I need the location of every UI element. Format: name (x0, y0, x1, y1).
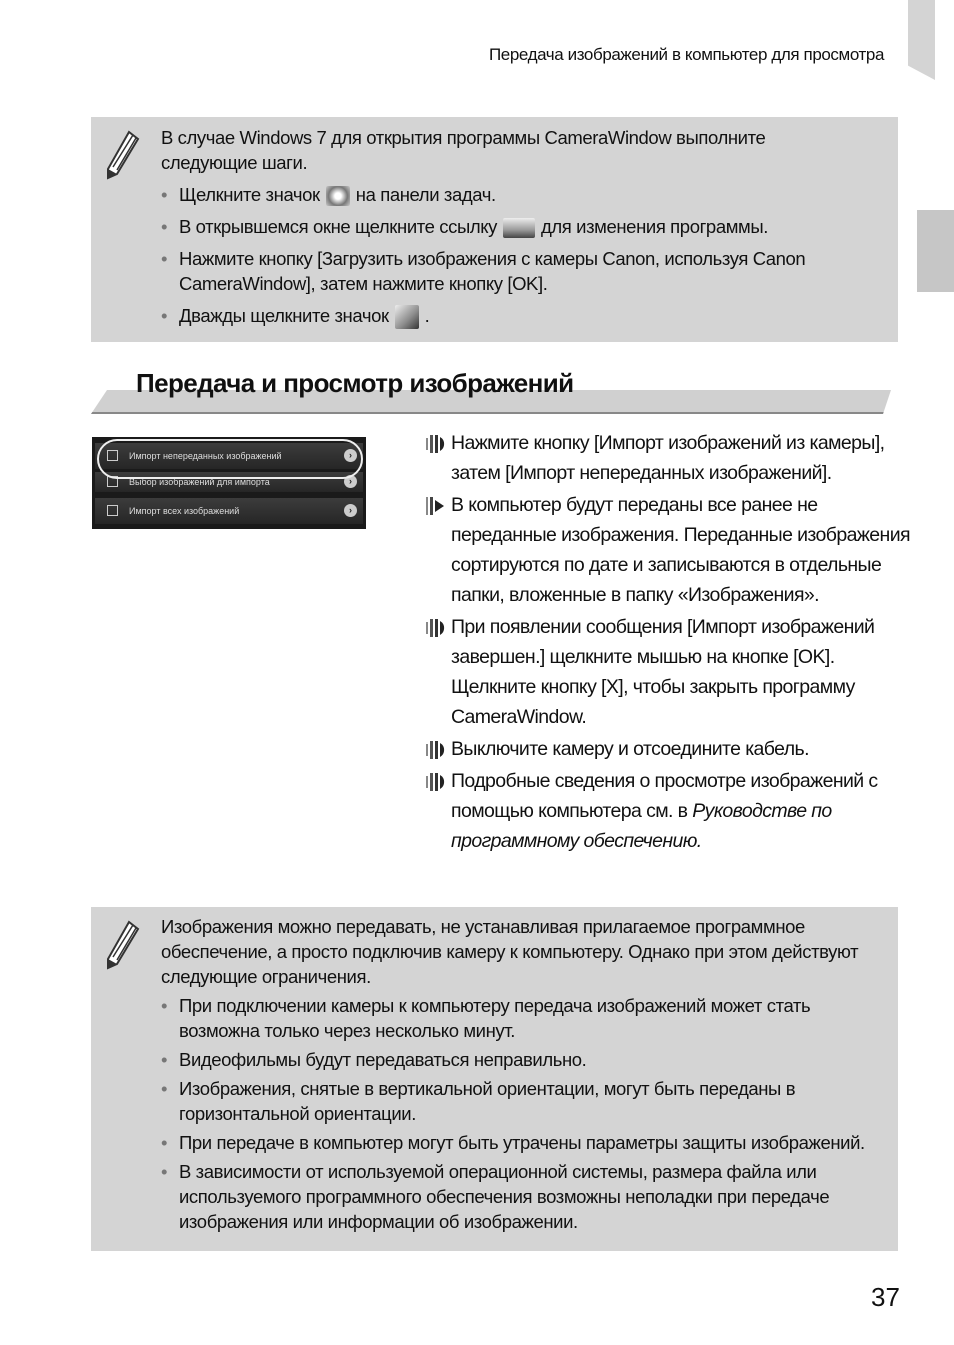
steps-list (424, 428, 914, 858)
step-arrow-icon (424, 496, 446, 516)
note-item: • В зависимости от используемой операционной системы, размера файла или используемого программного обеспечения возможны неполадки при передаче изображения или информации об изображении. (161, 1159, 884, 1234)
note-item: • Нажмите кнопку [Загрузить изображения с камеры Canon, используя Canon CameraWindow], затем нажмите кнопку [OK]. (161, 246, 878, 296)
chevron-right-icon: › (344, 504, 357, 517)
step-5: Подробные сведения о просмотре изображений с помощью компьютера см. в Руководстве по программному обеспечению. (424, 766, 914, 856)
step-2: В компьютер будут переданы все ранее не переданные изображения. Переданные изображения сортируются по дате и записываются в отдельные папки, вложенные в папку «Изображения». (424, 490, 914, 610)
pencil-icon (105, 129, 141, 181)
step-3: При появлении сообщения [Импорт изображений завершен.] щелкните мышью на кнопке [OK]. Щелкните кнопку [X], чтобы закрыть программу CameraWindow. (424, 612, 914, 732)
note-item: • Изображения, снятые в вертикальной ориентации, могут быть переданы в горизонтальной ориентации. (161, 1076, 884, 1126)
step-marker-icon (424, 618, 446, 638)
camera-taskbar-icon (326, 186, 350, 206)
note-item: • Видеофильмы будут передаваться неправильно. (161, 1047, 884, 1072)
pencil-icon (105, 919, 141, 971)
note-item: • При передаче в компьютер могут быть утрачены параметры защиты изображений. (161, 1130, 884, 1155)
note-item: • Дважды щелкните значок . (161, 303, 878, 329)
step-marker-icon (424, 434, 446, 454)
menu-import-all[interactable]: Импорт всех изображений › (95, 498, 363, 524)
note-restrictions (91, 907, 898, 1251)
step-marker-icon (424, 740, 446, 760)
note-windows7 (91, 117, 898, 342)
step-1: Нажмите кнопку [Импорт изображений из камеры], затем [Импорт непереданных изображений]. (424, 428, 914, 488)
note-item: • Щелкните значок на панели задач. (161, 182, 878, 207)
chevron-right-icon: › (344, 449, 357, 462)
software-guide-reference: Руководстве по программному обеспечению. (451, 800, 832, 852)
landscape-link-icon (503, 218, 535, 238)
menu-import-untransferred[interactable]: Импорт непереданных изображений › (95, 443, 363, 469)
note-intro: Изображения можно передавать, не устанавливая прилагаемое программное обеспечение, а просто подключив камеру к компьютеру. Однако при этом действуют следующие ограничения. (161, 916, 859, 987)
note-item: • При подключении камеры к компьютеру передача изображений может стать возможна только через несколько минут. (161, 993, 884, 1043)
chevron-right-icon: › (344, 475, 357, 488)
menu-select-import[interactable]: Выбор изображений для импорта › (95, 472, 363, 492)
chapter-tab (917, 210, 954, 292)
note-intro: В случае Windows 7 для открытия программы CameraWindow выполните следующие шаги. (161, 127, 766, 173)
running-header: Передача изображений в компьютер для просмотра (488, 45, 884, 64)
highlight-oval (97, 439, 363, 479)
camerawindow-app-icon (395, 305, 419, 329)
grid-icon (107, 505, 118, 516)
note-item: • В открывшемся окне щелкните ссылку для изменения программы. (161, 214, 878, 239)
step-4: Выключите камеру и отсоедините кабель. (424, 734, 914, 764)
section-title: Передача и просмотр изображений (136, 368, 574, 398)
page-number: 37 (871, 1282, 900, 1312)
corner-tab (908, 0, 935, 80)
step-marker-icon (424, 772, 446, 792)
